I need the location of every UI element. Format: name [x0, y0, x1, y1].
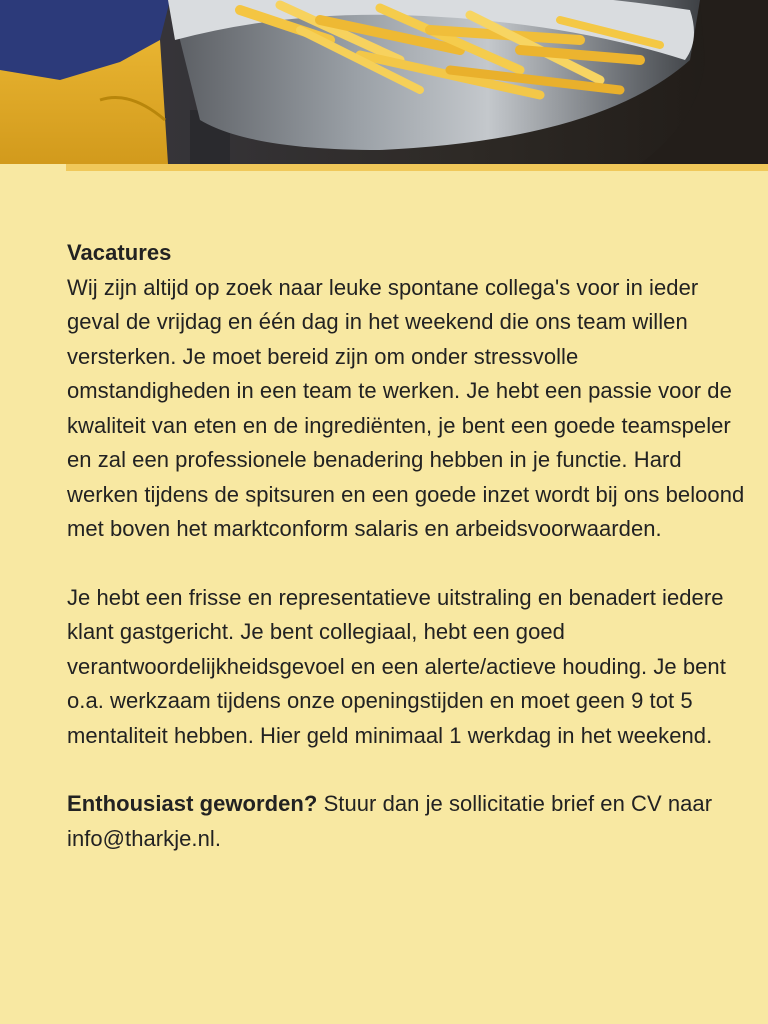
paragraph-spacer [67, 547, 747, 581]
vacancy-paragraph-1: Wij zijn altijd op zoek naar leuke spontane collega's voor in ieder geval de vrijdag en één dag in het weekend die ons team willen versterken. Je moet bereid zijn om onder stressvolle omstandigheden in een team te werken. Je hebt een passie voor de kwaliteit van eten en de ingrediënten, je bent een goede teamspeler en zal een professionele benadering hebben in je functie. Hard werken tijdens de spitsuren en een goede inzet wordt bij ons beloond met boven het marktconform salaris en arbeidsvoorwaarden. [67, 274, 745, 541]
hero-divider [66, 164, 768, 171]
vacancy-content [67, 236, 747, 856]
cta-bold-text: Enthousiast geworden? [67, 791, 318, 816]
vacancy-heading: Vacatures [67, 240, 172, 265]
hero-image [0, 0, 768, 164]
vacancy-paragraph-2: Je hebt een frisse en representatieve uitstraling en benadert iedere klant gastgericht. Je bent collegiaal, hebt een goed verantwoordelijkheidsgevoel en een alerte/actieve houding. Je bent o.a. werkzaam tijdens onze openingstijden en moet geen 9 tot 5 mentaliteit hebben. Hier geld minimaal 1 werkdag in het weekend. [67, 584, 726, 748]
vacancy-call-to-action [67, 787, 747, 856]
fries-bowl-photo-icon [0, 0, 768, 164]
cta-text: Stuur dan je sollicitatie brief en CV naar info@tharkje.nl. [67, 791, 713, 851]
paragraph-spacer [67, 753, 747, 787]
